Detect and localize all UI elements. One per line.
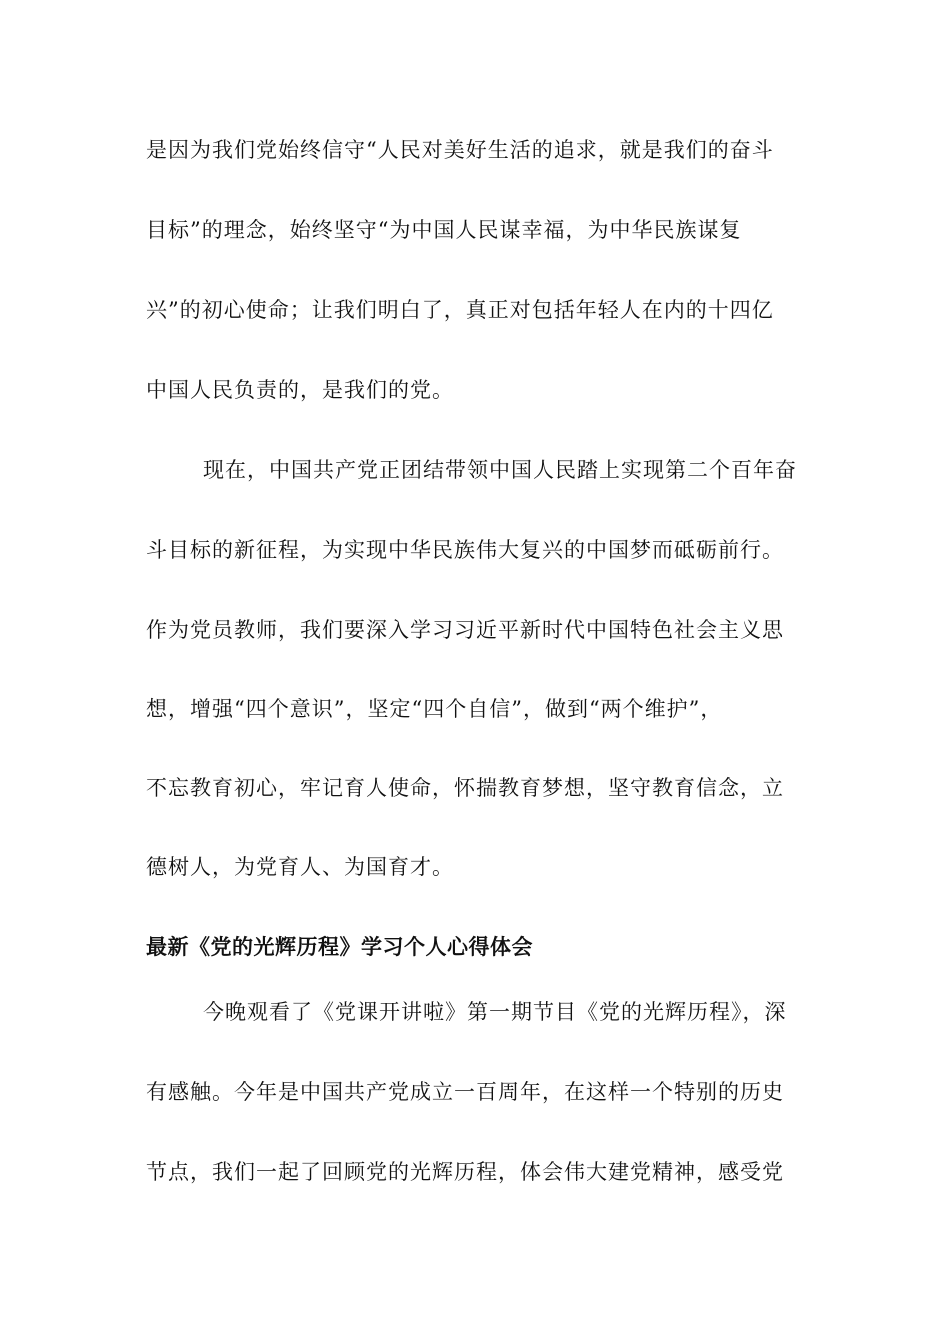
paragraph-line: 兴”的初心使命；让我们明白了，真正对包括年轻人在内的十四亿 <box>146 298 774 322</box>
paragraph-line: 想，增强“四个意识”，坚定“四个自信”，做到“两个维护”， <box>146 697 723 721</box>
paragraph-line: 今晚观看了《党课开讲啦》第一期节目《党的光辉历程》，深 <box>203 1000 787 1024</box>
paragraph-line: 目标”的理念，始终坚守“为中国人民谋幸福，为中华民族谋复 <box>146 218 742 242</box>
paragraph-line: 中国人民负责的，是我们的党。 <box>146 378 454 402</box>
paragraph-line: 斗目标的新征程，为实现中华民族伟大复兴的中国梦而砥砺前行。 <box>146 538 784 562</box>
paragraph-line: 是因为我们党始终信守“人民对美好生活的追求，就是我们的奋斗 <box>146 138 774 162</box>
paragraph-line: 德树人，为党育人、为国育才。 <box>146 855 454 879</box>
paragraph-line: 不忘教育初心，牢记育人使命，怀揣教育梦想，坚守教育信念，立 <box>146 776 784 800</box>
section-heading: 最新《党的光辉历程》学习个人心得体会 <box>146 934 533 959</box>
paragraph-line: 作为党员教师，我们要深入学习习近平新时代中国特色社会主义思 <box>146 618 784 642</box>
paragraph-line: 现在，中国共产党正团结带领中国人民踏上实现第二个百年奋 <box>203 458 797 482</box>
paragraph-line: 有感触。今年是中国共产党成立一百周年，在这样一个特别的历史 <box>146 1080 784 1104</box>
paragraph-line: 节点，我们一起了回顾党的光辉历程，体会伟大建党精神，感受党 <box>146 1160 784 1184</box>
